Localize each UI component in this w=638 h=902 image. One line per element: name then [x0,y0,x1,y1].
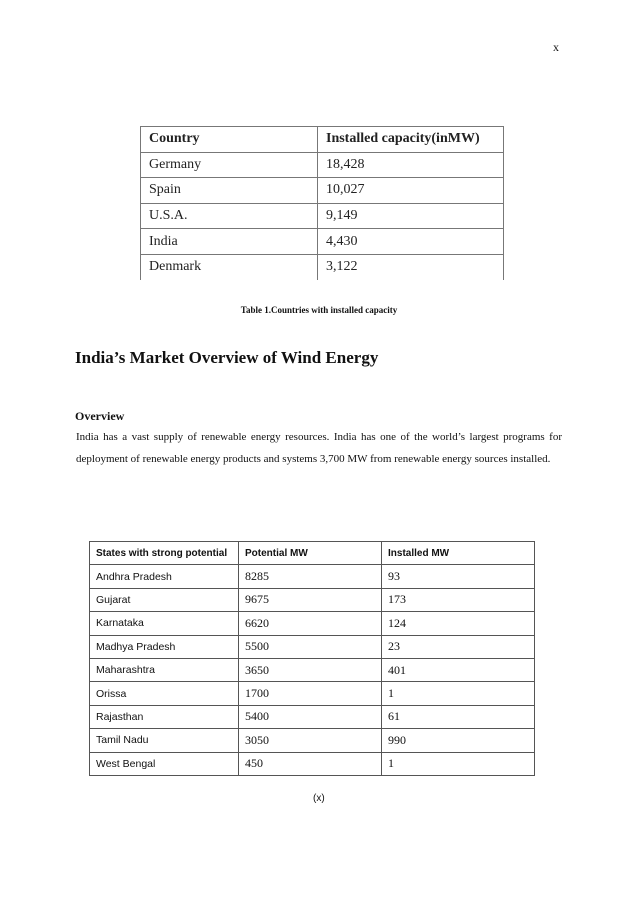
table-row [90,729,535,752]
table-cell: 18,428 [318,152,504,178]
table-row [141,254,504,279]
table-row [141,229,504,255]
installed-cell: 23 [382,635,535,658]
installed-cell: 1 [382,752,535,775]
table-caption: Table 1.Countries with installed capacity [240,305,398,315]
table-cell: 3,122 [318,254,504,279]
column-header: Potential MW [239,542,382,565]
table-row [90,565,535,588]
installed-cell: 93 [382,565,535,588]
table-row [90,658,535,681]
state-cell: Madhya Pradesh [90,635,239,658]
table-row [90,588,535,611]
states-wind-potential-table [89,541,535,776]
table-cell: 4,430 [318,229,504,255]
page-number-bottom: (x) [313,793,325,804]
table-cell: Spain [141,178,318,204]
table-row [141,178,504,204]
table-cell: U.S.A. [141,203,318,229]
table-row [90,682,535,705]
section-heading: India’s Market Overview of Wind Energy [75,348,379,367]
potential-cell: 3050 [239,729,382,752]
installed-cell: 401 [382,658,535,681]
state-cell: Karnataka [90,612,239,635]
state-cell: Gujarat [90,588,239,611]
table-row [141,152,504,178]
installed-cell: 1 [382,682,535,705]
installed-cell: 61 [382,705,535,728]
state-cell: West Bengal [90,752,239,775]
countries-capacity-table [140,126,504,280]
state-cell: Maharashtra [90,658,239,681]
table-cell: 10,027 [318,178,504,204]
installed-cell: 990 [382,729,535,752]
column-header: States with strong potential [90,542,239,565]
table-row [90,635,535,658]
installed-cell: 124 [382,612,535,635]
column-header: Installed capacity(inMW) [318,127,504,153]
potential-cell: 5400 [239,705,382,728]
table-row [90,705,535,728]
subsection-heading: Overview [75,409,125,423]
potential-cell: 6620 [239,612,382,635]
state-cell: Tamil Nadu [90,729,239,752]
table-row [90,612,535,635]
column-header: Country [141,127,318,153]
potential-cell: 5500 [239,635,382,658]
state-cell: Rajasthan [90,705,239,728]
column-header: Installed MW [382,542,535,565]
potential-cell: 8285 [239,565,382,588]
potential-cell: 450 [239,752,382,775]
table-cell: Denmark [141,254,318,279]
state-cell: Orissa [90,682,239,705]
potential-cell: 3650 [239,658,382,681]
table-row [141,203,504,229]
installed-cell: 173 [382,588,535,611]
potential-cell: 9675 [239,588,382,611]
table-cell: India [141,229,318,255]
state-cell: Andhra Pradesh [90,565,239,588]
table-header-row [90,542,535,565]
table-cell: Germany [141,152,318,178]
page-number-top: x [553,40,559,54]
potential-cell: 1700 [239,682,382,705]
table-header-row [141,127,504,153]
overview-paragraph: India has a vast supply of renewable energy resources. India has one of the world’s largest programs for deployment of renewable energy products and systems 3,700 MW from renewable energy sources installed. [76,431,562,465]
table-cell: 9,149 [318,203,504,229]
table-row [90,752,535,775]
